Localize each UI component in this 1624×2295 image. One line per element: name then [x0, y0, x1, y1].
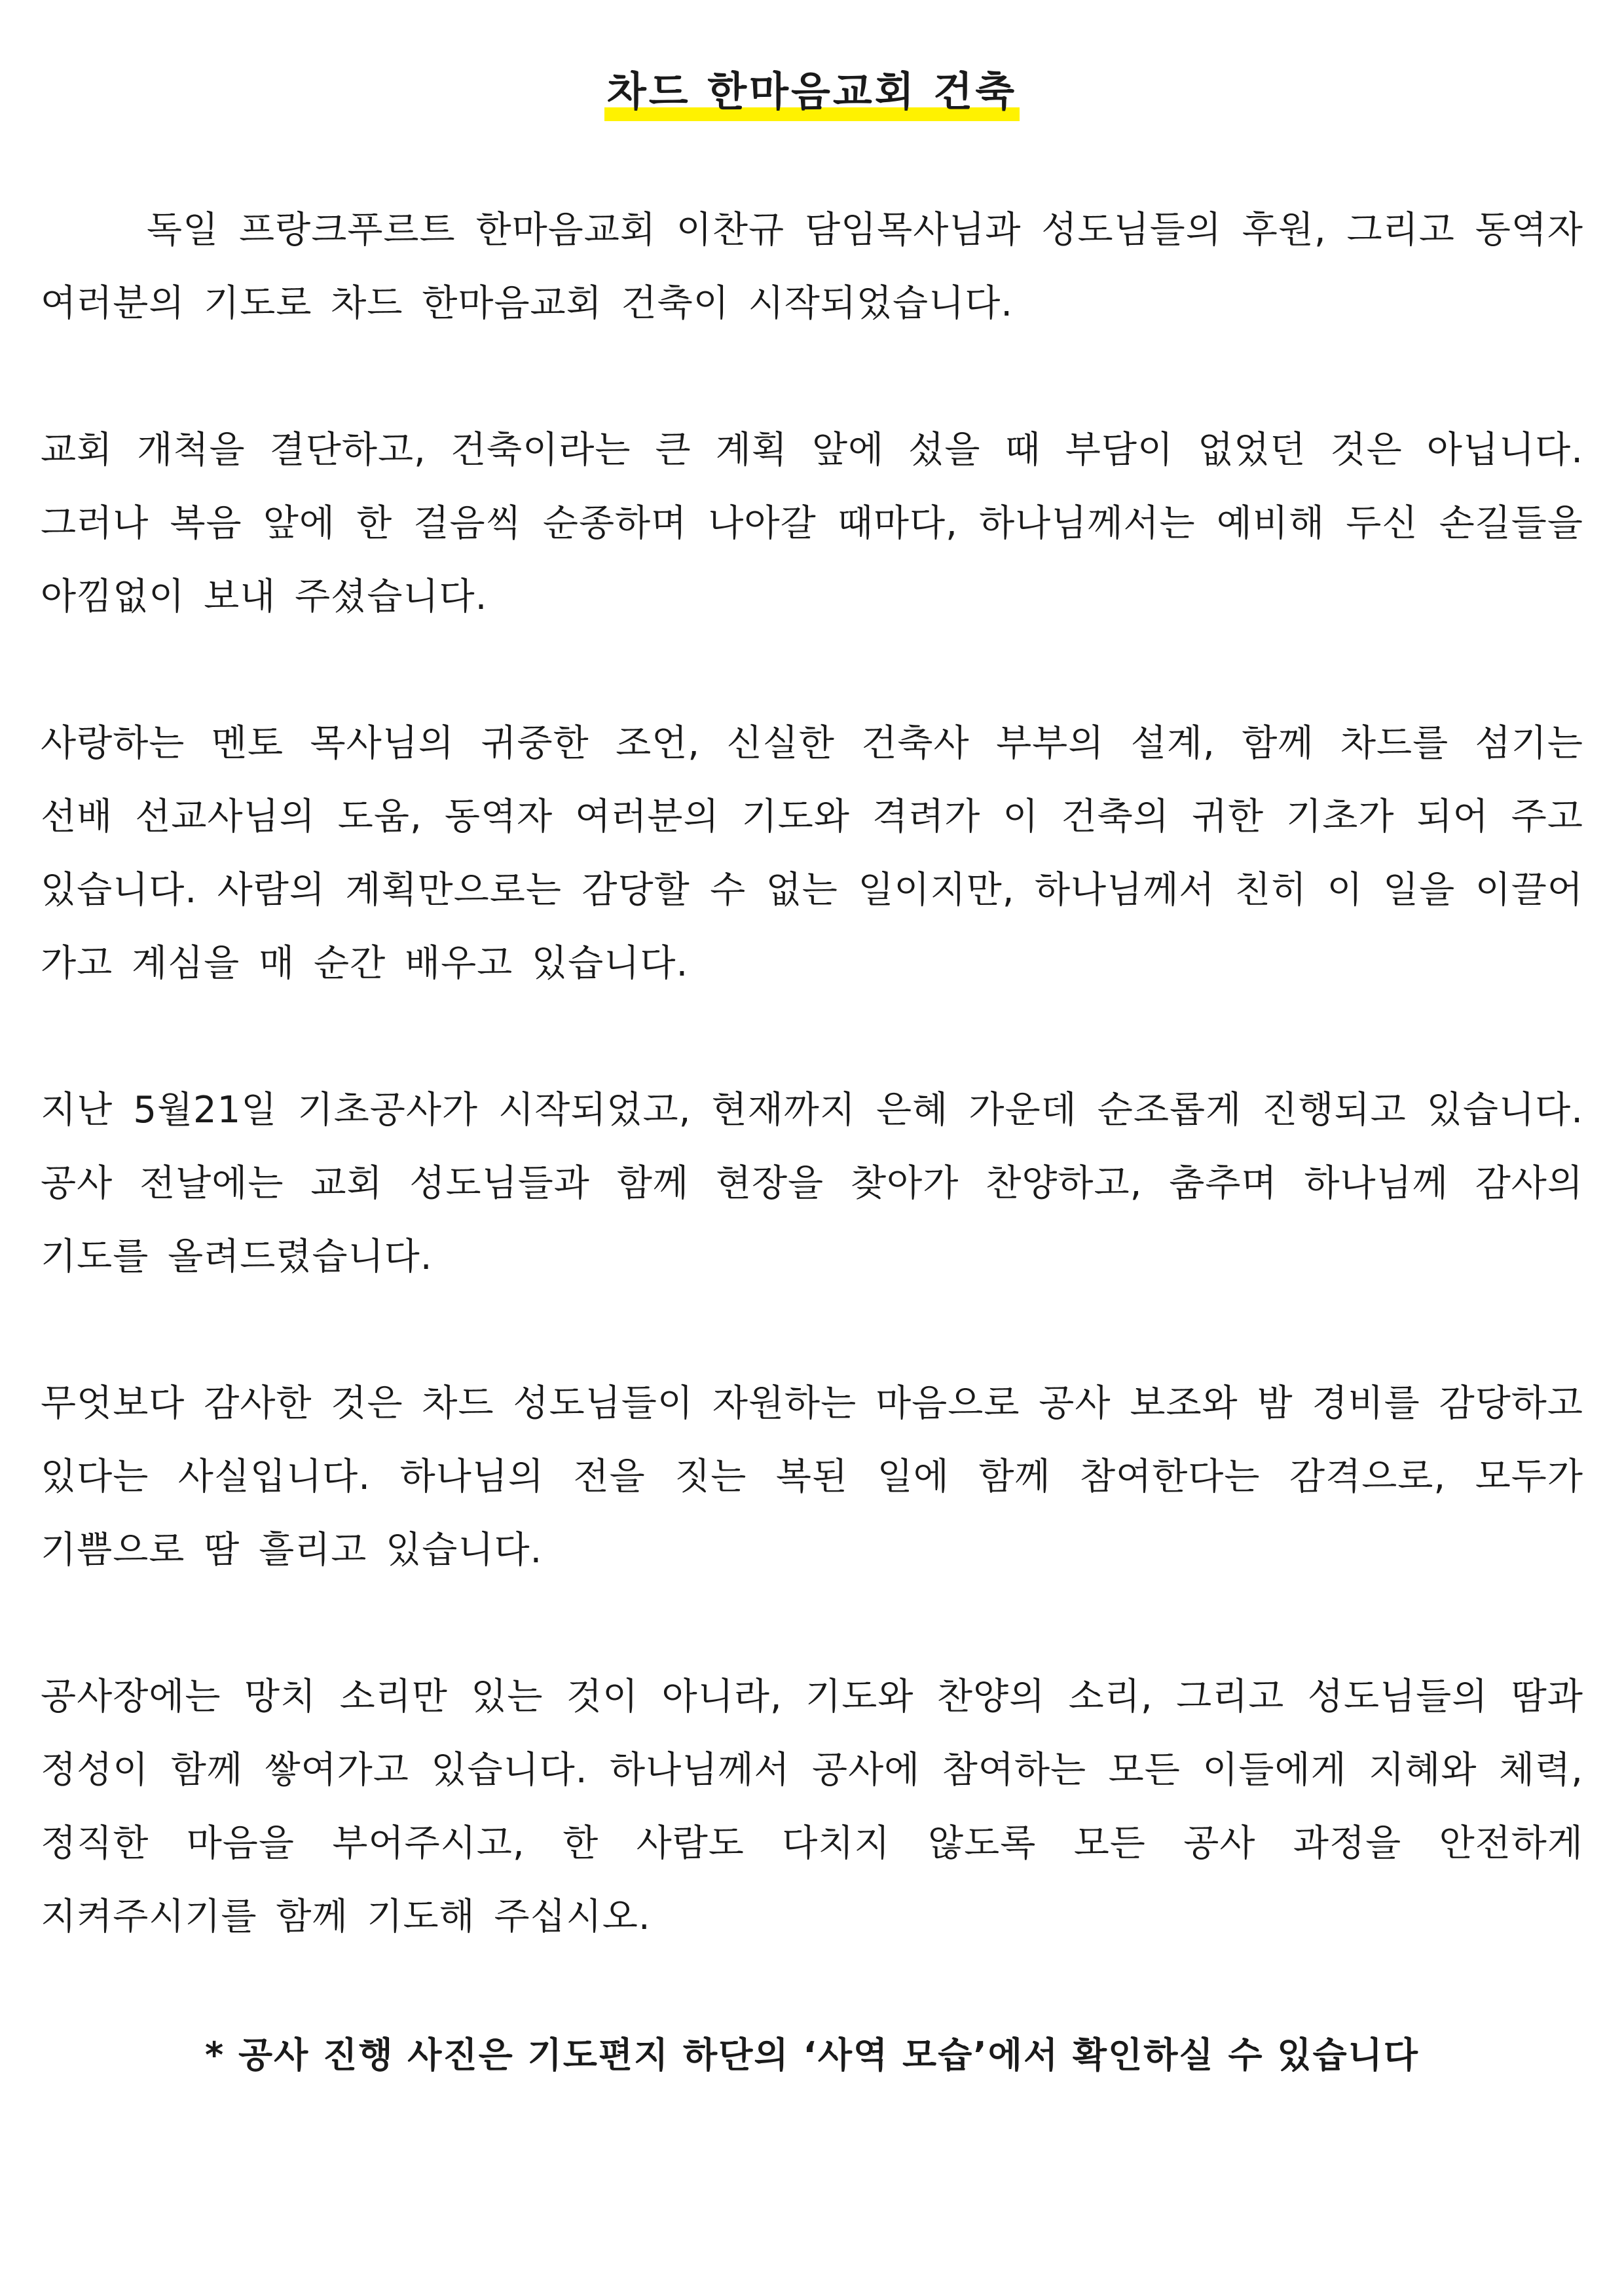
- paragraph-volunteers: 무엇보다 감사한 것은 차드 성도님들이 자원하는 마음으로 공사 보조와 밤 경비를 감당하고 있다는 사실입니다. 하나님의 전을 짓는 복된 일에 함께 참여한다는 감격으로, 모두가 기쁨으로 땀 흘리고 있습니다.: [41, 1382, 1583, 1571]
- paragraph-intro: 독일 프랑크푸르트 한마음교회 이찬규 담임목사님과 성도님들의 후원, 그리고 동역자 여러분의 기도로 차드 한마음교회 건축이 시작되었습니다.: [41, 209, 1583, 325]
- photo-note: * 공사 진행 사진은 기도편지 하단의 ‘사역 모습’에서 확인하실 수 있습니다: [204, 2034, 1420, 2076]
- paragraph-foundation-work: 지난 5월21일 기초공사가 시작되었고, 현재까지 은혜 가운데 순조롭게 진행되고 있습니다. 공사 전날에는 교회 성도님들과 함께 현장을 찾아가 찬양하고, 춤추며 하나님께 감사의 기도를 올려드렸습니다.: [41, 1089, 1583, 1278]
- page-title: 차드 한마음교회 건축: [604, 59, 1020, 121]
- paragraph-burden: 교회 개척을 결단하고, 건축이라는 큰 계획 앞에 섰을 때 부담이 없었던 것은 아닙니다. 그러나 복음 앞에 한 걸음씩 순종하며 나아갈 때마다, 하나님께서는 예비해 두신 손길들을 아낌없이 보내 주셨습니다.: [41, 429, 1583, 618]
- paragraph-prayer-request: 공사장에는 망치 소리만 있는 것이 아니라, 기도와 찬양의 소리, 그리고 성도님들의 땀과 정성이 함께 쌓여가고 있습니다. 하나님께서 공사에 참여하는 모든 이들에게 지혜와 체력, 정직한 마음을 부어주시고, 한 사람도 다치지 않도록 모든 공사 과정을 안전하게 지켜주시기를 함께 기도해 주십시오.: [41, 1676, 1583, 1938]
- title-container: [0, 59, 1624, 121]
- letter-body: [41, 194, 1583, 2027]
- paragraph-helpers: 사랑하는 멘토 목사님의 귀중한 조언, 신실한 건축사 부부의 설계, 함께 차드를 섬기는 선배 선교사님의 도움, 동역자 여러분의 기도와 격려가 이 건축의 귀한 기초가 되어 주고 있습니다. 사람의 계획만으로는 감당할 수 없는 일이지만, 하나님께서 친히 이 일을 이끌어 가고 계심을 매 순간 배우고 있습니다.: [41, 722, 1583, 985]
